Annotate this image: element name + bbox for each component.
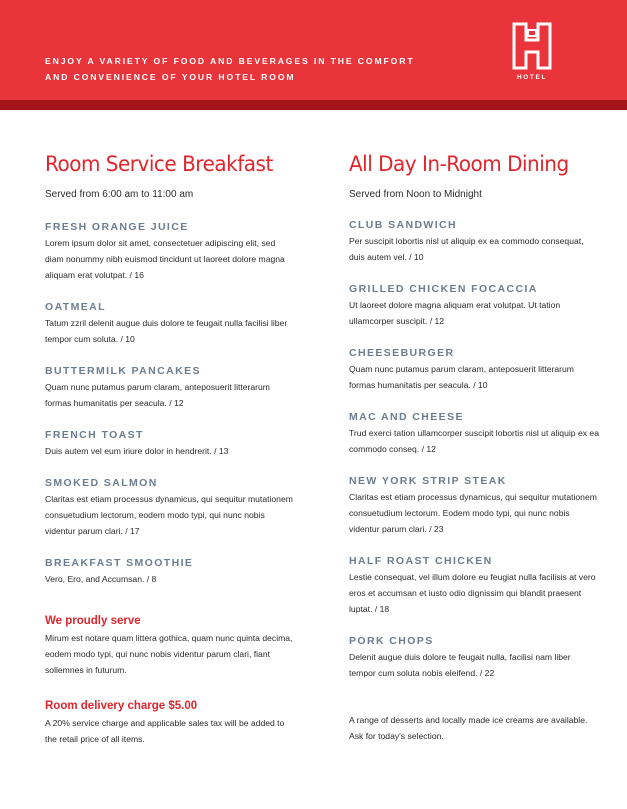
menu-item — [349, 346, 599, 393]
menu-item — [349, 282, 599, 329]
desserts-note — [349, 712, 599, 744]
proudly-serve-section — [45, 614, 295, 678]
desserts-note-text: A range of desserts and locally made ice creams are available. Ask for today's selection. — [349, 715, 588, 741]
delivery-charge-title: Room delivery charge $5.00 — [45, 700, 198, 712]
menu-item-name: BUTTERMILK PANCAKES — [45, 365, 201, 377]
menu-item-desc: Quam nunc putamus parum claram, anteposuerit litterarum formas humanitatis per seacula. / 10 — [349, 364, 574, 390]
dining-column — [349, 148, 599, 741]
proudly-serve-title: We proudly serve — [45, 615, 141, 627]
breakfast-title: Room Service Breakfast — [45, 151, 273, 177]
tagline-line-2: AND CONVENIENCE OF YOUR HOTEL ROOM — [45, 72, 296, 82]
header-tagline — [45, 53, 445, 85]
menu-item-name: CLUB SANDWICH — [349, 219, 458, 231]
menu-item-name: NEW YORK STRIP STEAK — [349, 475, 507, 487]
menu-item — [349, 410, 599, 457]
menu-item — [349, 474, 599, 537]
menu-item-desc: Vero, Ero, and Accumsan. / 8 — [45, 574, 157, 584]
delivery-charge-text: A 20% service charge and applicable sales tax will be added to the retail price of all items. — [45, 718, 285, 744]
menu-item-name: FRESH ORANGE JUICE — [45, 221, 189, 233]
menu-item-name: MAC AND CHEESE — [349, 411, 464, 423]
menu-item-desc: Lestie consequat, vel illum dolore eu feugiat nulla facilisis at vero eros et accumsan et iusto odio dignissim qui blandit praesent luptat. / 18 — [349, 572, 596, 614]
delivery-charge-section — [45, 699, 295, 747]
menu-item-desc: Ut laoreet dolore magna aliquam erat volutpat. Ut tation ullamcorper suscipit. / 12 — [349, 300, 561, 326]
menu-item — [45, 364, 295, 411]
dining-title: All Day In-Room Dining — [349, 151, 569, 177]
menu-item — [349, 218, 599, 265]
menu-item-name: FRENCH TOAST — [45, 429, 144, 441]
menu-item-desc: Claritas est etiam processus dynamicus, qui sequitur mutationem consuetudium lectorum. Eodem modo typi, qui nunc nobis videntur parum clari. / 23 — [349, 492, 597, 534]
breakfast-hours: Served from 6:00 am to 11:00 am — [45, 189, 194, 200]
menu-item — [45, 556, 295, 587]
menu-item-desc: Lorem ipsum dolor sit amet, consectetuer adipiscing elit, sed diam nonummy nibh euismod tincidunt ut laoreet dolore magna aliquam erat volutpat. / 16 — [45, 238, 285, 280]
menu-item — [349, 634, 599, 681]
menu-item-name: GRILLED CHICKEN FOCACCIA — [349, 283, 538, 295]
menu-item-name: CHEESEBURGER — [349, 347, 455, 359]
menu-item-name: BREAKFAST SMOOTHIE — [45, 557, 194, 569]
menu-item-desc: Per suscipit lobortis nisl ut aliquip ex ea commodo consequat, duis autem vel. / 10 — [349, 236, 584, 262]
menu-item-name: OATMEAL — [45, 301, 106, 313]
tagline-line-1: ENJOY A VARIETY OF FOOD AND BEVERAGES IN THE COMFORT — [45, 56, 415, 66]
proudly-serve-text: Mirum est notare quam littera gothica, quam nunc quinta decima, eodem modo typi, qui nunc nobis videntur parum clari, fiant sollemnes in futurum. — [45, 633, 293, 675]
menu-item — [45, 300, 295, 347]
menu-item-desc: Duis autem vel eum iriure dolor in hendrerit. / 13 — [45, 446, 229, 456]
menu-item-name: SMOKED SALMON — [45, 477, 158, 489]
menu-item-desc: Tatum zzril delenit augue duis dolore te feugait nulla facilisi liber tempor cum soluta. / 10 — [45, 318, 288, 344]
menu-item-desc: Trud exerci tation ullamcorper suscipit lobortis nisl ut aliquip ex ea commodo conseq. / 12 — [349, 428, 599, 454]
logo-text: HOTEL — [516, 74, 548, 81]
breakfast-column — [45, 148, 295, 744]
menu-item-name: HALF ROAST CHICKEN — [349, 555, 493, 567]
menu-item-desc: Claritas est etiam processus dynamicus, qui sequitur mutationem consuetudium lectorum, eodem modo typi, qui nunc nobis videntur parum clari. / 17 — [45, 494, 293, 536]
menu-item-name: PORK CHOPS — [349, 635, 434, 647]
header-band — [0, 100, 627, 110]
hotel-logo-icon — [512, 22, 552, 70]
menu-item — [45, 428, 295, 459]
menu-item — [45, 220, 295, 283]
menu-item — [349, 554, 599, 617]
menu-item-desc: Delenit augue duis dolore te feugait nulla, facilisi nam liber tempor cum soluta nobis eleifend. / 22 — [349, 652, 571, 678]
menu-item — [45, 476, 295, 539]
hotel-logo — [512, 22, 552, 92]
menu-item-desc: Quam nunc putamus parum claram, anteposuerit litterarum formas humanitatis per seacula. / 12 — [45, 382, 270, 408]
dining-hours: Served from Noon to Midnight — [349, 189, 482, 200]
header-banner — [0, 0, 627, 100]
